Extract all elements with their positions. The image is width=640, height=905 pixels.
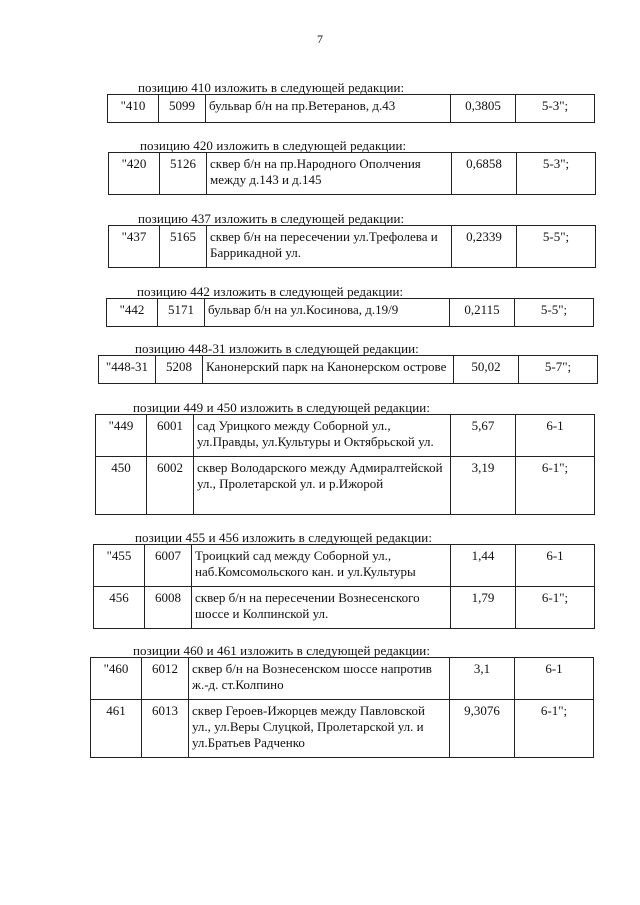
object-code: 6012: [142, 658, 189, 700]
position-table: [90, 657, 594, 758]
area-value: 5,67: [451, 415, 516, 457]
block-heading: позицию 442 изложить в следующей редакции:: [137, 284, 404, 299]
object-code: 5165: [160, 226, 207, 268]
position-number: 450: [96, 457, 147, 515]
position-number: "437: [109, 226, 160, 268]
position-number: "455: [94, 545, 145, 587]
position-table: [108, 225, 596, 268]
position-table: [95, 414, 595, 515]
object-description: Троицкий сад между Соборной ул., наб.Комсомольского кан. и ул.Культуры: [192, 545, 451, 587]
object-code: 5208: [156, 356, 203, 384]
block-heading: позиции 449 и 450 изложить в следующей редакции:: [133, 400, 431, 415]
block-heading: позицию 437 изложить в следующей редакции:: [138, 211, 405, 226]
category-value: 5-7";: [519, 356, 598, 384]
object-code: 5126: [160, 153, 207, 195]
table-row: [99, 356, 598, 384]
position-number: "449: [96, 415, 147, 457]
object-description: Канонерский парк на Канонерском острове: [203, 356, 454, 384]
area-value: 0,2339: [452, 226, 517, 268]
table-row: [96, 457, 595, 515]
category-value: 6-1: [516, 545, 595, 587]
category-value: 6-1: [516, 415, 595, 457]
object-description: бульвар б/н на ул.Косинова, д.19/9: [205, 299, 450, 327]
table-row: [108, 95, 595, 123]
table-row: [107, 299, 594, 327]
area-value: 1,79: [451, 587, 516, 629]
object-code: 5171: [158, 299, 205, 327]
object-description: сквер б/н на Вознесенском шоссе напротив ж.-д. ст.Колпино: [189, 658, 450, 700]
area-value: 3,1: [450, 658, 515, 700]
category-value: 5-5";: [515, 299, 594, 327]
object-description: сквер б/н на пересечении Вознесенского шоссе и Колпинской ул.: [192, 587, 451, 629]
category-value: 6-1";: [516, 457, 595, 515]
block-heading: позиции 455 и 456 изложить в следующей редакции:: [135, 530, 433, 545]
position-number: 456: [94, 587, 145, 629]
block-heading: позицию 448-31 изложить в следующей редакции:: [135, 341, 419, 356]
table-row: [109, 153, 596, 195]
table-row: [94, 587, 595, 629]
position-table: [98, 355, 598, 384]
category-value: 6-1: [515, 658, 594, 700]
position-number: "448-31: [99, 356, 156, 384]
position-number: "410: [108, 95, 159, 123]
object-code: 6008: [145, 587, 192, 629]
position-table: [107, 94, 595, 123]
object-description: сквер Героев-Ижорцев между Павловской ул., ул.Веры Слуцкой, Пролетарской ул. и ул.Братьев Радченко: [189, 700, 450, 758]
category-value: 6-1";: [515, 700, 594, 758]
area-value: 9,3076: [450, 700, 515, 758]
area-value: 0,2115: [450, 299, 515, 327]
area-value: 0,3805: [451, 95, 516, 123]
position-number: "460: [91, 658, 142, 700]
area-value: 50,02: [454, 356, 519, 384]
position-table: [108, 152, 596, 195]
category-value: 5-3";: [516, 95, 595, 123]
block-heading: позицию 410 изложить в следующей редакции:: [138, 80, 405, 95]
table-row: [109, 226, 596, 268]
object-description: сквер б/н на пересечении ул.Трефолева и Баррикадной ул.: [207, 226, 452, 268]
category-value: 5-5";: [517, 226, 596, 268]
object-code: 6007: [145, 545, 192, 587]
position-table: [106, 298, 594, 327]
position-table: [93, 544, 595, 629]
object-description: сквер Володарского между Адмиралтейской ул., Пролетарской ул. и р.Ижорой: [194, 457, 451, 515]
object-code: 5099: [159, 95, 206, 123]
page-number: 7: [317, 32, 323, 46]
area-value: 3,19: [451, 457, 516, 515]
area-value: 1,44: [451, 545, 516, 587]
table-row: [96, 415, 595, 457]
table-row: [94, 545, 595, 587]
block-heading: позицию 420 изложить в следующей редакции:: [140, 138, 407, 153]
object-description: бульвар б/н на пр.Ветеранов, д.43: [206, 95, 451, 123]
object-code: 6001: [147, 415, 194, 457]
table-row: [91, 700, 594, 758]
position-number: "442: [107, 299, 158, 327]
area-value: 0,6858: [452, 153, 517, 195]
position-number: "420: [109, 153, 160, 195]
object-code: 6002: [147, 457, 194, 515]
table-row: [91, 658, 594, 700]
category-value: 6-1";: [516, 587, 595, 629]
object-code: 6013: [142, 700, 189, 758]
position-number: 461: [91, 700, 142, 758]
block-heading: позиции 460 и 461 изложить в следующей редакции:: [133, 643, 431, 658]
category-value: 5-3";: [517, 153, 596, 195]
object-description: сад Урицкого между Соборной ул., ул.Правды, ул.Культуры и Октябрьской ул.: [194, 415, 451, 457]
object-description: сквер б/н на пр.Народного Ополчения между д.143 и д.145: [207, 153, 452, 195]
